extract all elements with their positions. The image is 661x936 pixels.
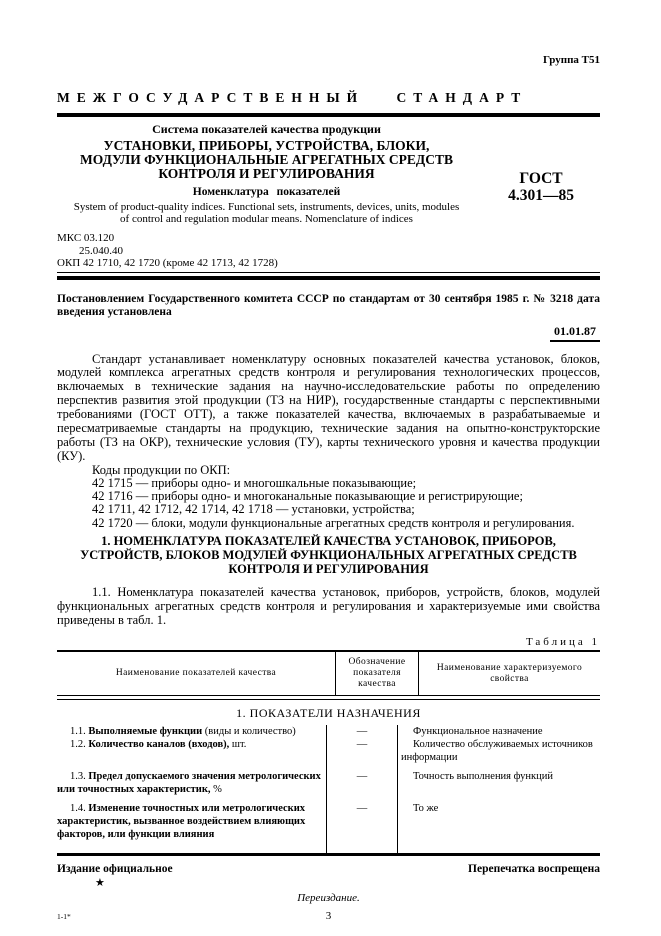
okp-codes-list [57,464,600,530]
english-title-line-2: of control and regulation modular means. Nomenclature of indices [120,212,413,225]
table-header-row [57,652,600,695]
reissue-note: Переиздание. [297,892,360,905]
okp-code-item: 42 1711, 42 1712, 42 1714, 42 1718 — установки, устройства; [92,502,415,517]
indicator-name-suffix: (виды и количество) [204,726,296,738]
spacer-cell [398,841,600,853]
horizontal-rule-thin [57,272,600,273]
standard-title-line-1: УСТАНОВКИ, ПРИБОРЫ, УСТРОЙСТВА, БЛОКИ, [103,138,430,153]
gost-designation-number: 4.301—85 [508,187,574,204]
table-spacer-row [57,841,600,853]
mks-code-2: 25.040.40 [79,244,123,257]
footer-row [57,863,600,875]
table-header-name: Наименование показателей качества [115,668,277,679]
title-block-left [57,122,482,225]
bottom-row [57,910,600,924]
indicator-symbol-cell: — [326,725,398,738]
indicator-name: Изменение точностных или метрологических характеристик, вызванное воздействием влияющих факторов, или функции влияния [57,803,306,841]
table-row [57,738,600,764]
table-section-row: 1. ПОКАЗАТЕЛИ НАЗНАЧЕНИЯ [236,706,421,721]
indicator-name-cell [57,796,326,841]
official-edition-label: Издание официальное [57,863,173,876]
indicator-number: 1.3. [70,771,86,783]
indicator-number: 1.4. [70,803,86,815]
okp-code-item: 42 1715 — приборы одно- и многошкальные показывающие; [92,475,417,490]
table-row [57,764,600,796]
group-label: Группа Т51 [542,54,600,66]
indicator-name-suffix: шт. [231,739,247,751]
spacer-cell [326,841,398,853]
okp-codes-intro: Коды продукции по ОКП: [92,462,231,477]
star-icon: ★ [95,877,105,890]
scope-paragraph: Стандарт устанавливает номенклатуру основных показателей качества установок, блоков, модулей комплекса агрегатных средств контроля и регулирования технологических процессов, включаемых в технические задания на научно-исследовательские работы по определению перспектив развития этой продукции (ТЗ на НИР), государственные стандарты с перспективными требованиями (ГОСТ ОТТ), а также показателей качества, включаемых в разрабатываемые и пересматриваемые стандарты на продукцию, технические задания на опытно-конструкторские работы (ТЗ на ОКР), технические условия (ТУ), карты технического уровня и качества продукции (КУ). [57,351,600,463]
indicator-property-cell: Точность выполнения функций [413,771,554,783]
page-number: 3 [325,910,332,923]
standard-subtitle: Номенклатура показателей [192,186,341,198]
indicator-number: 1.2. [70,739,86,751]
indicator-name: Выполняемые функции [88,726,203,738]
effective-date [57,324,600,342]
indicator-property-cell: Функциональное назначение [413,726,543,738]
decree-paragraph: Постановлением Государственного комитета СССР по стандартам от 30 сентября 1985 г. № 3218 дата введения установлена [57,292,600,318]
table-body [57,725,600,853]
effective-date-value: 01.01.87 [550,324,600,342]
english-title-line-1: System of product-quality indices. Functional sets, instruments, devices, units, modules [73,201,460,213]
indicator-property-cell: Количество обслуживаемых источников информации [401,739,593,764]
indicator-number: 1.1. [70,726,86,738]
spacer-cell [57,841,326,853]
classification-codes [57,232,600,270]
indicator-symbol-cell: — [326,796,398,841]
table-header-property: Наименование характеризуемого свойства [436,662,583,684]
standard-title-line-2: МОДУЛИ ФУНКЦИОНАЛЬНЫЕ АГРЕГАТНЫХ СРЕДСТВ [80,152,453,167]
table-header-symbol: Обозначение показателя качества [335,652,419,695]
indicator-name-cell [57,725,326,738]
standard-title-line-3: КОНТРОЛЯ И РЕГУЛИРОВАНИЯ [158,166,375,181]
print-code: 1-1* [57,912,71,922]
english-title [57,202,476,225]
mks-code: МКС 03.120 [57,232,115,244]
table-caption: Таблица 1 [525,636,600,649]
indicator-symbol-cell: — [326,738,398,764]
gost-designation-label: ГОСТ [519,170,563,187]
standard-type-heading: МЕЖГОСУДАРСТВЕННЫЙ СТАНДАРТ [57,90,528,105]
quality-system-line: Система показателей качества продукции [152,122,381,136]
okp-code: ОКП 42 1710, 42 1720 (кроме 42 1713, 42 1728) [57,257,278,269]
indicator-name-cell [57,738,326,764]
horizontal-rule-top [57,113,600,117]
indicator-name: Предел допускаемого значения метрологических или точностных характеристик, [57,771,321,796]
table-row [57,796,600,841]
standard-title [57,139,476,181]
horizontal-rule-thick [57,276,600,280]
indicator-property-cell: То же [413,803,439,815]
paragraph-1-1: 1.1. Номенклатура показателей качества установок, приборов, устройств, блоков, модулей функциональных агрегатных средств контроля и регулирования и характеризуемые ими свойства приведены в табл. 1. [57,584,600,627]
indicator-name-suffix: % [213,784,222,796]
gost-designation [482,122,600,225]
okp-code-item: 42 1720 — блоки, модули функциональные агрегатных средств контроля и регулирования. [92,515,575,530]
indicator-name: Количество каналов (входов), [88,739,230,751]
okp-code-item: 42 1716 — приборы одно- и многоканальные показывающие и регистрирующие; [92,489,523,504]
indicator-name-cell [57,764,326,796]
table-row [57,725,600,738]
title-block [57,122,600,225]
reprint-prohibited-label: Перепечатка воспрещена [468,863,600,876]
section-1-heading: 1. НОМЕНКЛАТУРА ПОКАЗАТЕЛЕЙ КАЧЕСТВА УСТАНОВОК, ПРИБОРОВ, УСТРОЙСТВ, БЛОКОВ МОДУЛЕЙ ФУНКЦИОНАЛЬНЫХ АГРЕГАТНЫХ СРЕДСТВ КОНТРОЛЯ И РЕГУЛИРОВАНИЯ [80,533,577,576]
indicator-symbol-cell: — [326,764,398,796]
indicators-table [57,650,600,856]
